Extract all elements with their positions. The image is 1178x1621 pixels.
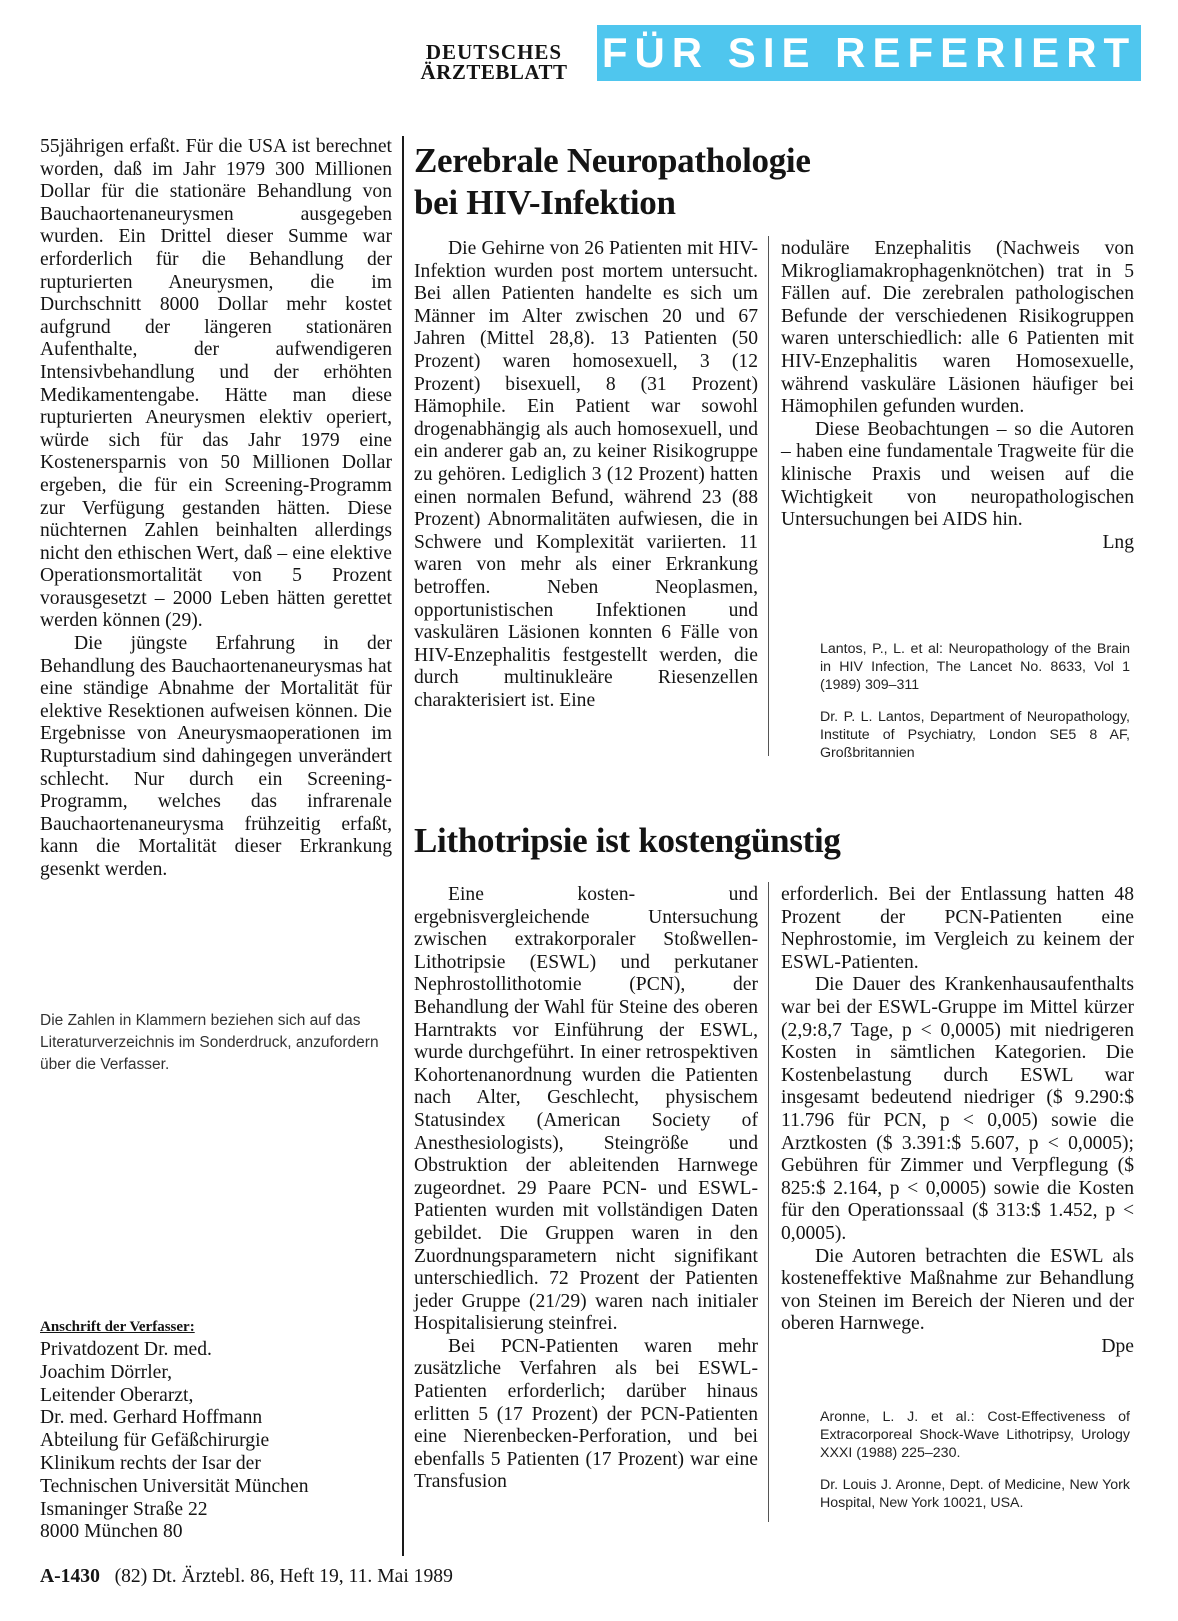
article-1-paragraph: Diese Beobachtungen – so die Autoren – haben eine fundamentale Tragweite für die klinische Praxis und weisen auf die Wichtigkeit von neuropathologischen Untersuchungen bei AIDS hin. — [781, 418, 1134, 531]
article-1-title-line-2: bei HIV-Infektion — [414, 183, 676, 222]
address-line: Leitender Oberarzt, — [40, 1384, 194, 1406]
article-2-paragraph: Die Autoren betrachten die ESWL als kosteneffektive Maßnahme zur Behandlung von Steinen im Bereich der Nieren und der oberen Harnwege. — [781, 1245, 1134, 1335]
article-2-paragraph: Bei PCN-Patienten waren mehr zusätzliche Verfahren als bei ESWL-Patienten erforderlich; darüber hinaus erlitten 5 (17 Prozent) der PCN-Patienten eine Nierenbecken-Perforation, und bei ebenfalls 5 Patienten (17 Prozent) war eine Transfusion — [414, 1335, 758, 1493]
address-heading: Anschrift der Verfasser: — [40, 1319, 195, 1335]
address-line: Technischen Universität München — [40, 1475, 309, 1497]
article-2-paragraph: erforderlich. Bei der Entlassung hatten 48 Prozent der PCN-Patienten eine Nephrostomie, im Vergleich zu keinem der ESWL-Patienten. — [781, 884, 1134, 973]
article-2-references — [820, 1408, 1130, 1526]
article-2-paragraph: Eine kosten- und ergebnisvergleichende Untersuchung zwischen extrakorporaler Stoßwellen-Lithotripsie (ESWL) und perkutaner Nephrostollithotomie (PCN), der Behandlung der Wahl für Steine des oberen Harntrakts vor Einführung der ESWL, wurde durchgeführt. In einer retrospektiven Kohortenanordnung wurden die Patienten nach Alter, Geschlecht, physischem Statusindex (American Society of Anesthesiologists), Steingröße und Obstruktion der ableitenden Harnwege zugeordnet. 29 Paare PCN- und ESWL-Patienten wurden mit vollständigen Daten gebildet. Die Gruppen waren in den Zuordnungsparametern nicht signifikant unterschiedlich. 72 Prozent der Patienten jeder Gruppe (21/29) waren nach initialer Hospitalisierung steinfrei. — [414, 884, 758, 1335]
article-1-signature: Lng — [1102, 531, 1134, 553]
address-line: Abteilung für Gefäßchirurgie — [40, 1430, 270, 1452]
article-1-title — [414, 140, 1134, 224]
address-line: Dr. med. Gerhard Hoffmann — [40, 1407, 263, 1429]
article-2-signature: Dpe — [1101, 1335, 1134, 1357]
address-line: Ismaninger Straße 22 — [40, 1498, 208, 1520]
article-1-contact: Dr. P. L. Lantos, Department of Neuropathology, Institute of Psychiatry, London SE5 8 AF, Großbritannien — [820, 709, 1130, 761]
article-2-column-1 — [414, 884, 758, 1494]
column-divider — [768, 236, 769, 756]
article-1-title-line-1: Zerebrale Neuropathologie — [414, 141, 811, 180]
column-divider — [768, 882, 769, 1522]
left-column — [40, 136, 392, 882]
journal-logo — [404, 42, 584, 82]
article-1-paragraph: Die Gehirne von 26 Patienten mit HIV-Infektion wurden post mortem untersucht. Bei allen Patienten handelte es sich um Männer im Alter zwischen 20 und 67 Jahren (Mittel 28,8). 13 Patienten (50 Prozent) waren homosexuell, 3 (12 Prozent) bisexuell, 8 (31 Prozent) Hämophile. Ein Patient war sowohl drogenabhängig als auch homosexuell, und ein anderer gab an, zu keiner Risikogruppe zu gehören. Lediglich 3 (12 Prozent) hatten einen normalen Befund, während 23 (88 Prozent) Abnormalitäten aufwiesen, die in Schwere und Komplexität variierten. 11 waren von mehr als einer Erkrankung betroffen. Neben Neoplasmen, opportunistischen Infektionen und vaskulären Läsionen konnten 6 Fälle von HIV-Enzephalitis festgestellt werden, die durch multinukleäre Riesenzellen charakterisiert ist. Eine — [414, 238, 758, 711]
article-1-paragraph: noduläre Enzephalitis (Nachweis von Mikrogliamakrophagenknötchen) trat in 5 Fällen auf. Die zerebralen pathologischen Befunde der verschiedenen Risikogruppen waren unterschiedlich: alle 6 Patienten mit HIV-Enzephalitis waren Homosexuelle, während vaskuläre Läsionen häufiger bei Hämophilen gefunden wurden. — [781, 238, 1134, 418]
page-footer — [40, 1566, 453, 1588]
issue-info: (82) Dt. Ärztebl. 86, Heft 19, 11. Mai 1989 — [114, 1566, 453, 1587]
article-2-column-2 — [781, 884, 1134, 1358]
address-line: 8000 München 80 — [40, 1521, 183, 1543]
column-divider — [402, 136, 404, 1556]
citation-note: Die Zahlen in Klammern beziehen sich auf das Literaturverzeichnis im Sonderdruck, anzufordern über die Verfasser. — [40, 1012, 379, 1073]
article-1-column-1 — [414, 238, 758, 712]
article-1-column-2 — [781, 238, 1134, 554]
article-1-citation: Lantos, P., L. et al: Neuropathology of the Brain in HIV Infection, The Lancet No. 8633, Vol 1 (1989) 309–311 — [820, 641, 1130, 693]
article-2-title: Lithotripsie ist kostengünstig — [414, 821, 841, 860]
logo-line-2: ÄRZTEBLATT — [420, 60, 568, 84]
article-2-citation: Aronne, L. J. et al.: Cost-Effectiveness of Extracorporeal Shock-Wave Lithotripsy, Urology XXXI (1988) 225–230. — [820, 1409, 1130, 1461]
article-2-paragraph: Die Dauer des Krankenhausaufenthalts war bei der ESWL-Gruppe im Mittel kürzer (2,9:8,7 Tage, p < 0,0005) mit niedrigeren Kosten in sämtlichen Kategorien. Die Kostenbelastung durch ESWL war insgesamt bedeutend niedriger ($ 9.290:$ 11.796 für PCN, p < 0,005) sowie die Arztkosten ($ 3.391:$ 5.607, p < 0,0005); Gebühren für Zimmer und Verpflegung ($ 825:$ 2.164, p < 0,0005) sowie die Kosten für den Operationssaal ($ 313:$ 1.452, p < 0,0005). — [781, 974, 1134, 1244]
left-paragraph-1: 55jährigen erfaßt. Für die USA ist berechnet worden, daß im Jahr 1979 300 Millionen Dollar für die stationäre Behandlung von Bauchaortenaneurysmen ausgegeben wurden. Ein Drittel dieser Summe war erforderlich für die Behandlung der rupturierten Aneurysmen, die im Durchschnitt 8000 Dollar mehr kostet aufgrund der längeren stationären Aufenthalte, der aufwendigeren Intensivbehandlung und der erhöhten Medikamentengabe. Hätte man diese rupturierten Aneurysmen elektiv operiert, würde sich für das Jahr 1979 eine Kostenersparnis von 50 Millionen Dollar ergeben, die für ein Screening-Programm zur Verfügung gestanden hätten. Diese nüchternen Zahlen beinhalten allerdings nicht den ethischen Wert, daß – eine elektive Operationsmortalität von 5 Prozent vorausgesetzt – 2000 Leben hätten gerettet werden können (29). — [40, 136, 392, 632]
article-1-references — [820, 640, 1130, 776]
logo-line-1: DEUTSCHES — [425, 40, 563, 64]
address-line: Joachim Dörrler, — [40, 1361, 172, 1383]
article-2-contact: Dr. Louis J. Aronne, Dept. of Medicine, New York Hospital, New York 10021, USA. — [820, 1477, 1130, 1511]
left-paragraph-2: Die jüngste Erfahrung in der Behandlung des Bauchaortenaneurysmas hat eine ständige Abnahme der Mortalität für elektive Resektionen aufweisen können. Die Ergebnisse von Aneurysmaoperationen im Rupturstadium sind dahingegen unverändert schlecht. Nur durch ein Screening-Programm, welches das infrarenale Bauchaortenaneurysma frühzeitig erfaßt, kann die Mortalität dieser Erkrankung gesenkt werden. — [40, 633, 392, 880]
page-number: A-1430 — [40, 1566, 100, 1587]
author-address — [40, 1318, 400, 1544]
section-banner: FÜR SIE REFERIERT — [597, 25, 1141, 81]
address-line: Privatdozent Dr. med. — [40, 1339, 212, 1360]
address-line: Klinikum rechts der Isar der — [40, 1452, 261, 1474]
